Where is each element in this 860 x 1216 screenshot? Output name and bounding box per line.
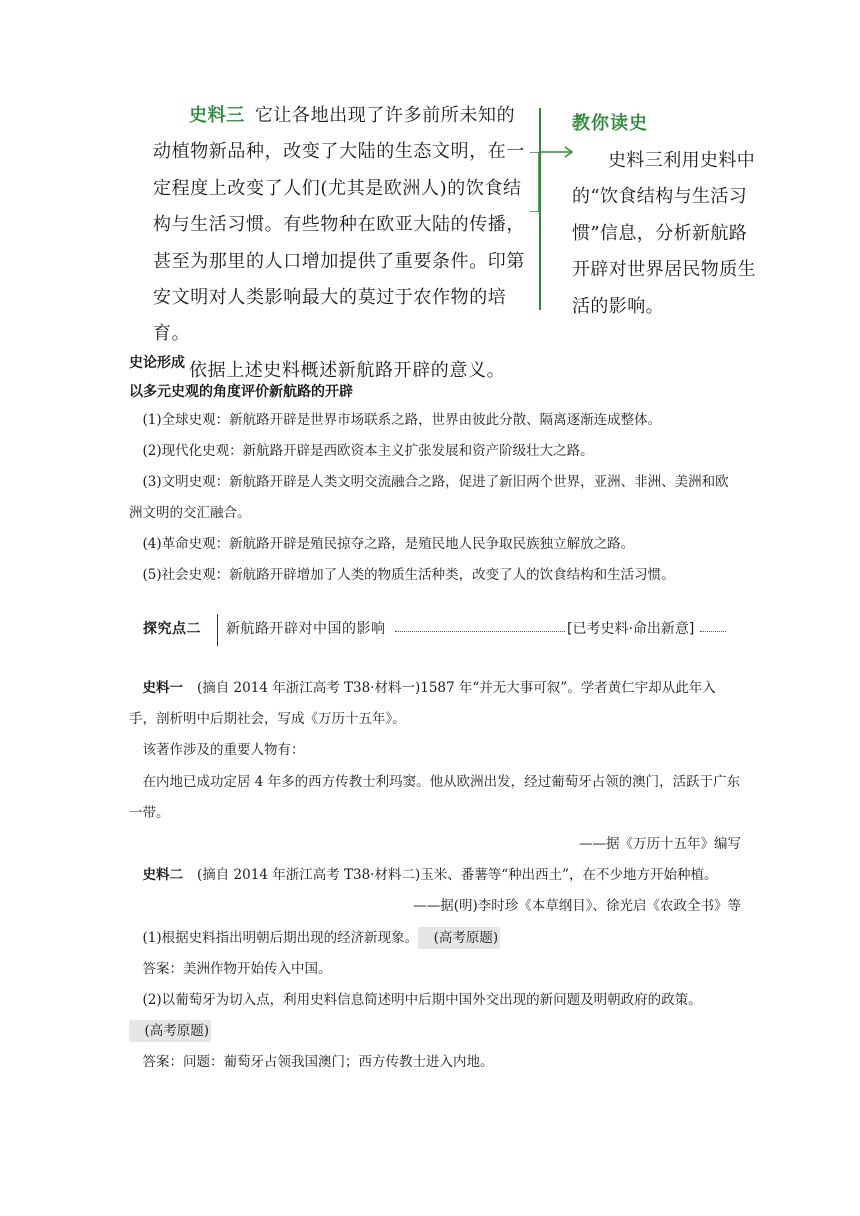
dotted-leader (395, 631, 565, 632)
materials-section (129, 673, 741, 1079)
source3-paragraph (153, 98, 528, 353)
material1-line2: 该著作涉及的重要人物有： (142, 742, 305, 759)
material2-label: 史料二 (142, 867, 183, 884)
answer-2: 答案：问题：葡萄牙占领我国澳门；西方传教士进入内地。 (142, 1054, 494, 1071)
material2-paragraph (129, 860, 741, 891)
reading-tip (572, 106, 762, 325)
answer-1: 答案：美洲作物开始传入中国。 (142, 960, 332, 977)
tip-title: 教你读史 (572, 113, 648, 134)
material1-text: (摘自 2014 年浙江高考 T38·材料一)1587 年“并无大事可叙”。学者黄仁宇却从此年入手，剖析明中后期社会，写成《万历十五年》。 (129, 680, 716, 728)
question-2-text: (2)以葡萄牙为切入点，利用史料信息简述明中后期中国外交出现的新问题及明朝政府的政策。 (142, 992, 702, 1009)
exam-badge: (高考原题) (129, 1020, 211, 1042)
question-1-text: (1)根据史料指出明朝后期出现的经济新现象。 (142, 929, 419, 946)
formation-section (129, 353, 741, 591)
material1-line3: 在内地已成功定居 4 年多的西方传教士利玛窦。他从欧洲出发，经过葡萄牙占领的澳门，活跃于广东一带。 (129, 773, 741, 821)
formation-item: (2)现代化史观：新航路开辟是西欧资本主义扩张发展和资产阶级壮大之路。 (142, 443, 594, 459)
exploration-tag: [已考史料·命出新意] (567, 621, 695, 637)
material1-source: ——据《万历十五年》编写 (579, 836, 741, 853)
exam-badge: (高考原题) (418, 927, 500, 949)
header-divider (217, 614, 218, 646)
dotted-leader (700, 631, 726, 632)
formation-list (129, 405, 741, 591)
formation-item: (4)革命史观：新航路开辟是殖民掠夺之路，是殖民地人民争取民族独立解放之路。 (142, 536, 635, 552)
formation-title: 史论形成 (129, 355, 185, 371)
exploration-label: 探究点二 (143, 621, 201, 637)
source3-label: 史料三 (189, 105, 245, 126)
tip-body: 史料三利用史料中的“饮食结构与生活习惯”信息，分析新航路开辟对世界居民物质生活的影响。 (572, 149, 756, 317)
source3-block (153, 98, 528, 389)
material2-text: (摘自 2014 年浙江高考 T38·材料二)玉米、番薯等“种出西土”，在不少地方开始种植。 (197, 867, 718, 884)
green-divider (539, 108, 541, 310)
question-2 (129, 985, 741, 1047)
formation-item: (5)社会史观：新航路开辟增加了人类的物质生活种类，改变了人的饮食结构和生活习惯。 (142, 567, 675, 583)
material2-source: ——据(明)李时珍《本草纲目》、徐光启《农政全书》等 (413, 898, 741, 915)
material1-label: 史料一 (142, 680, 183, 696)
exploration-title: 新航路开辟对中国的影响 (226, 621, 386, 637)
formation-subtitle: 以多元史观的角度评价新航路的开辟 (129, 384, 353, 400)
source3-text: 它让各地出现了许多前所未知的动植物新品种，改变了大陆的生态文明，在一定程度上改变了人们(尤其是欧洲人)的饮食结构与生活习惯。有些物种在欧亚大陆的传播，甚至为那里的人口增加提供了重要条件。印第安文明对人类影响最大的莫过于农作物的培育。 (153, 105, 525, 345)
formation-item: (3)文明史观：新航路开辟是人类文明交流融合之路，促进了新旧两个世界，亚洲、非洲、美洲和欧洲文明的交汇融合。 (129, 474, 729, 521)
material1-paragraph (129, 673, 741, 735)
source3-question: 依据上述史料概述新航路开辟的意义。 (189, 359, 506, 381)
question-1 (129, 923, 741, 954)
formation-item: (1)全球史观：新航路开辟是世界市场联系之路，世界由彼此分散、隔离逐渐连成整体。 (142, 412, 662, 428)
